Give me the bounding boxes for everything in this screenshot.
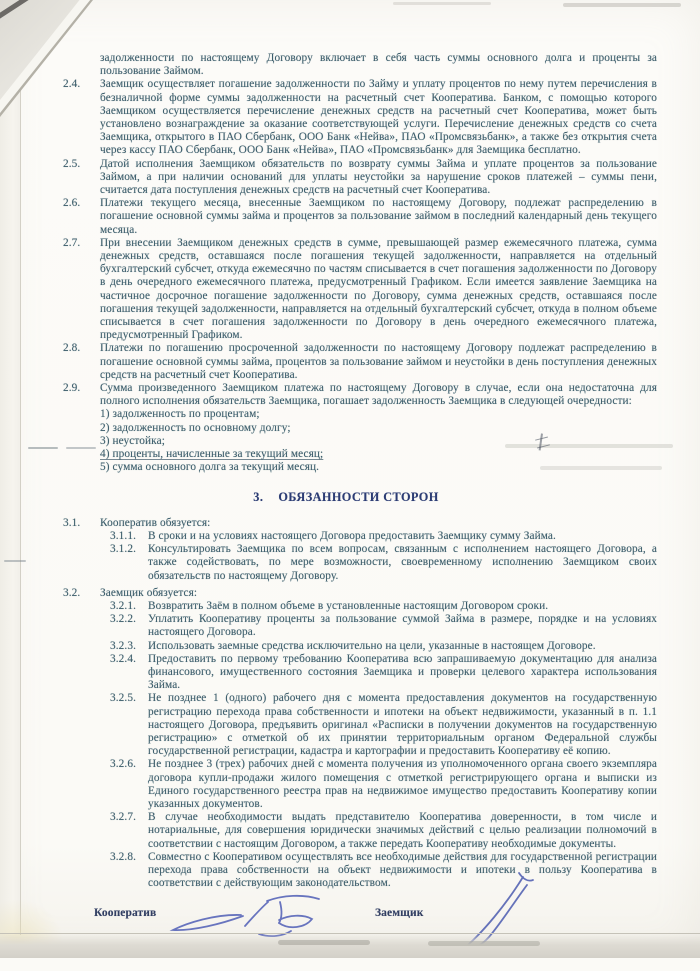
scan-smudge	[563, 3, 681, 7]
priority-item-5: 5) сумма основного долга за текущий месяц.	[100, 461, 320, 474]
clause-text: Платежи по погашению просроченной задолженности по настоящему Договору подлежат распределению в погашение основной суммы займа, процентов за пользование займом и неустойки в день поступления денежных средств на расчетный счет Кооператива.	[100, 342, 657, 381]
clause-number: 2.4.	[63, 78, 81, 91]
clause-text: Платежи текущего месяца, внесенные Заемщиком по настоящему Договору, подлежат распределению в погашение основной суммы займа и процентов за пользование займом в последний календарный день текущего месяца.	[100, 197, 657, 236]
clause-number: 2.5.	[63, 157, 81, 170]
clause-text: В сроки и на условиях настоящего Договора предоставить Заемщику сумму Займа.	[148, 529, 556, 542]
clause-2-4	[63, 78, 657, 157]
section-number: 3.	[253, 489, 264, 504]
clause-2-7	[63, 237, 657, 343]
clause-text: Заемщик обязуется:	[100, 586, 198, 599]
section-title: ОБЯЗАННОСТИ СТОРОН	[278, 489, 439, 504]
contract-text	[63, 52, 657, 971]
scan-smudge	[393, 2, 491, 5]
clause-number: 2.6.	[63, 197, 81, 210]
clause-3-2-1	[110, 600, 657, 613]
clause-3-2-4	[110, 653, 657, 693]
clause-number: 3.2.7.	[110, 811, 137, 824]
clause-number: 2.8.	[63, 342, 81, 355]
priority-item-1: 1) задолженность по процентам;	[100, 408, 260, 421]
clause-number: 3.1.2.	[110, 543, 137, 556]
clause-text: Не позднее 1 (одного) рабочего дня с момента предоставления документов на государственную регистрацию перехода права собственности и ипотеки на объект недвижимости, указанный в п. 1.1 настоящего Договора, предъявить оригинал «Расписки в получении документов на государственную регистрацию» с отметкой об их принятии территориальным органом Федеральной службы государственной регистрации, кадастра и картографии и предоставить Кооперативу её копию.	[148, 692, 657, 758]
clause-3-1-1	[110, 530, 657, 543]
clause-text: Совместно с Кооперативом осуществлять все необходимые действия для государственной регистрации перехода права собственности на объект недвижимости и ипотеки в пользу Кооператива в соответствии с действующим законодательством.	[148, 850, 657, 890]
borrower-label: Заемщик	[375, 907, 424, 920]
clause-number: 3.2.5.	[110, 692, 137, 705]
clause-text: Возвратить Заём в полном объеме в установленные настоящим Договором сроки.	[148, 599, 549, 612]
scan-smudge	[428, 941, 540, 946]
clause-2-6	[63, 197, 657, 237]
priority-item-3: 3) неустойка;	[100, 434, 165, 447]
clause-number: 3.2.6.	[110, 758, 137, 771]
clause-text: Использовать заемные средства исключительно на цели, указанные в настоящем Договоре.	[148, 639, 596, 652]
scan-artifact-dash	[4, 560, 26, 562]
clause-text: В случае необходимости выдать представителю Кооператива доверенности, в том числе и нотариальные, для совершения юридически значимых действий с целью реализации полномочий в соответствии с настоящим Договором, а также передать Кооперативу необходимые документы.	[148, 811, 657, 850]
clause-3-2-8	[110, 851, 657, 891]
clause-2-9	[63, 382, 657, 408]
clause-number: 2.7.	[63, 236, 81, 249]
scan-smudge	[278, 940, 370, 945]
clause-text: Уплатить Кооперативу проценты за пользование суммой Займа в размере, порядке и на условиях настоящего Договора.	[148, 613, 657, 639]
clause-number: 3.2.1.	[110, 599, 137, 612]
cooperative-label: Кооператив	[94, 907, 157, 920]
clause-text: Кооператив обязуется:	[100, 516, 211, 529]
clause-2-3-continuation: задолженности по настоящему Договору включает в себя часть суммы основного долга и проценты за пользование Займом.	[100, 52, 657, 78]
payment-priority-list	[100, 408, 657, 474]
clause-2-8	[63, 342, 657, 382]
clause-2-5	[63, 158, 657, 198]
clause-text: Не позднее 3 (трех) рабочих дней с момента получения из уполномоченного органа своего экземпляра договора купли-продажи жилого помещения с отметкой регистрирующего органа и выписки из Единого государственного реестра прав на недвижимое имущество предоставить Кооперативу копии указанных документов.	[148, 758, 657, 810]
section-3-heading	[49, 491, 643, 504]
clause-3-2	[63, 587, 657, 600]
clause-number: 2.9.	[63, 382, 81, 395]
clause-text: Датой исполнения Заемщиком обязательств по возврату суммы Займа и уплате процентов за пользование Займом, а при наличии оснований для уплаты неустойки за нарушение сроков платежей – суммы пени, считается дата поступления денежных средств на расчетный счет Кооператива.	[100, 157, 657, 197]
clause-3-1	[63, 517, 657, 530]
clause-number: 3.2.3.	[110, 639, 137, 652]
clause-3-2-6	[110, 758, 657, 811]
page-left-edge	[0, 0, 21, 935]
clause-text: Предоставить по первому требованию Кооператива всю запрашиваемую документацию для анализа финансового, имущественного состояния Заемщика и проверки целевого характера использования Займа.	[148, 652, 657, 692]
clause-text: Сумма произведенного Заемщиком платежа по настоящему Договору в случае, если она недостаточна для полного исполнения обязательств Заемщика, погашает задолженность Заемщика в следующей очередности:	[100, 382, 657, 408]
clause-text: Консультировать Заемщика по всем вопросам, связанным с исполнением настоящего Договора, а также содействовать, по мере возможности, своевременному исполнению Заемщиком своих обязательств по настоящему Договору.	[148, 543, 657, 582]
clause-text: При внесении Заемщиком денежных средств в сумме, превышающей размер ежемесячного платежа, сумма денежных средств, оставшаяся после погашения текущей задолженности, направляется на отдельный бухгалтерский субсчет, откуда ежемесячно по частям списывается в счет погашения задолженности по Договору в день очередного ежемесячного платежа, предусмотренный Графиком. Если имеется заявление Заемщика на частичное досрочное погашение задолженности по Договору, сумма денежных средств, оставшаяся после погашения текущей задолженности, направляется на отдельный бухгалтерский субсчет, откуда в полном объеме списывается в счет погашения задолженности по Договору в день очередного ежемесячного платежа, предусмотренный Графиком.	[100, 236, 657, 342]
clause-number: 3.2.	[63, 586, 81, 599]
scan-artifact-dash	[28, 447, 58, 449]
priority-item-4: 4) проценты, начисленные за текущий месяц;	[100, 448, 324, 461]
clause-3-2-5	[110, 692, 657, 758]
priority-item-2: 2) задолженность по основному долгу;	[100, 421, 291, 434]
clause-text: Заемщик осуществляет погашение задолженности по Займу и уплату процентов по нему путем перечисления в безналичной форме суммы задолженности на расчетный счет Кооператива. Банком, с помощью которого Заемщиком осуществляется перечисление денежных средств на расчетный счет Кооператива, может быть установлено вознаграждение за оказание соответствующей услуги. Перечисление денежных средств со счета Заемщика, открытого в ПАО Сбербанк, ООО Банк «Нейва», ПАО «Промсвязьбанк», а также без открытия счета через кассу ПАО Сбербанк, ООО Банк «Нейва», ПАО «Промсвязьбанк» для Заемщика бесплатно.	[100, 78, 657, 157]
clause-number: 3.2.8.	[110, 850, 137, 863]
clause-3-1-2	[110, 543, 657, 583]
clause-3-2-2	[110, 613, 657, 639]
clause-3-2-7	[110, 811, 657, 851]
clause-number: 3.2.2.	[110, 613, 137, 626]
clause-3-2-3	[110, 640, 657, 653]
clause-number: 3.1.	[63, 516, 81, 529]
scan-bottom-edge	[0, 933, 700, 958]
clause-number: 3.2.4.	[110, 652, 137, 665]
clause-number: 3.1.1.	[110, 529, 137, 542]
